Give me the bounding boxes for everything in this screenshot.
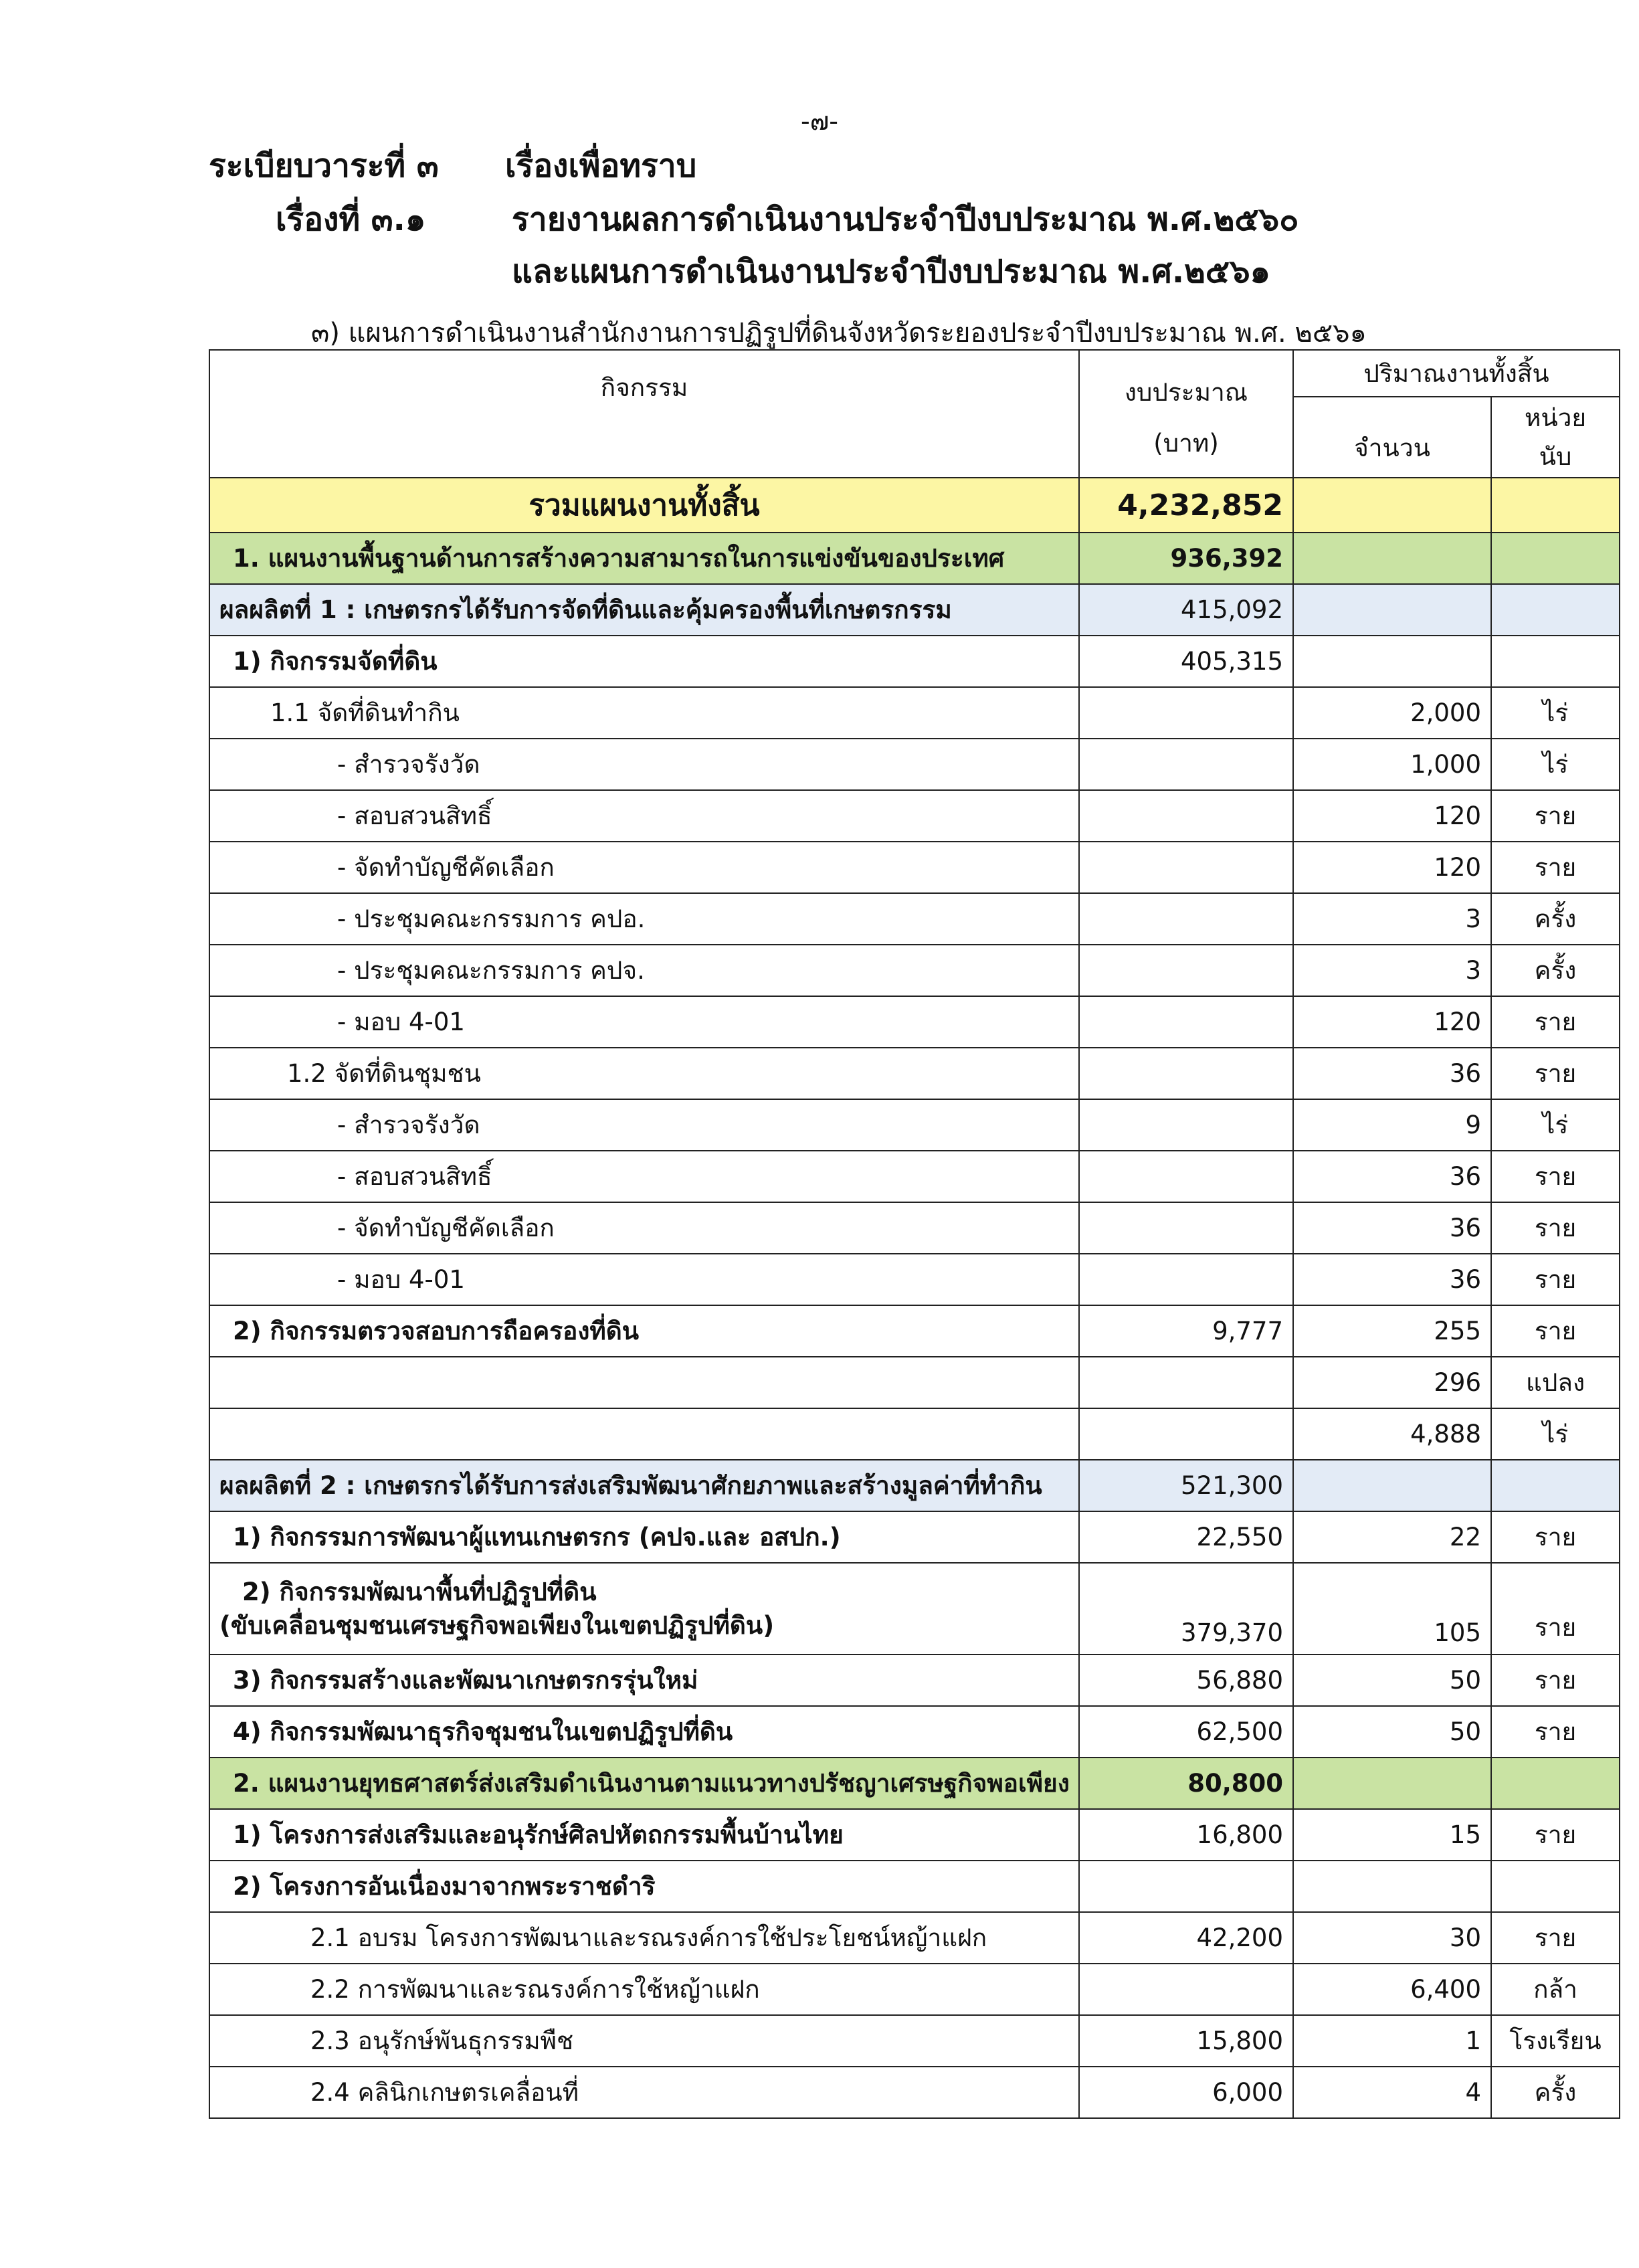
activity-cell [209,1460,1079,1511]
table-row [209,584,1620,636]
activity-text: 2.3 อนุรักษ์พันธุกรรมพืช [310,2026,574,2055]
table-row [209,2067,1620,2118]
budget-cell: 56,880 [1079,1655,1293,1706]
activity-cell [209,893,1079,945]
amount-cell: 4,888 [1293,1408,1491,1460]
activity-cell [209,1151,1079,1202]
table-row [209,1706,1620,1758]
amount-cell: 1,000 [1293,739,1491,790]
activity-text: - จัดทำบัญชีคัดเลือก [337,853,555,882]
unit-cell: ราย [1491,842,1620,893]
budget-cell [1079,945,1293,996]
unit-cell: ราย [1491,1912,1620,1964]
amount-cell: 36 [1293,1254,1491,1305]
unit-cell: ราย [1491,790,1620,842]
table-row [209,1202,1620,1254]
header-budget [1079,350,1293,478]
activity-text: 1.1 จัดที่ดินทำกิน [270,698,460,727]
table-row [209,790,1620,842]
amount-cell [1293,1861,1491,1912]
amount-cell: 22 [1293,1511,1491,1563]
unit-cell: ราย [1491,1202,1620,1254]
unit-cell [1491,636,1620,687]
budget-cell [1079,842,1293,893]
unit-cell [1491,478,1620,533]
budget-cell [1079,739,1293,790]
unit-cell: ราย [1491,1655,1620,1706]
unit-cell: ราย [1491,1048,1620,1099]
unit-cell: ราย [1491,1151,1620,1202]
amount-cell [1293,478,1491,533]
header-amount: จำนวน [1293,397,1491,478]
budget-cell: 9,777 [1079,1305,1293,1357]
table-row [209,1254,1620,1305]
amount-cell: 4 [1293,2067,1491,2118]
unit-cell: ครั้ง [1491,945,1620,996]
table-row [209,1460,1620,1511]
activity-text: 2.4 คลินิกเกษตรเคลื่อนที่ [310,2078,579,2107]
activity-cell [209,2015,1079,2067]
activity-cell [209,687,1079,739]
activity-cell [209,1706,1079,1758]
amount-cell: 120 [1293,790,1491,842]
activity-text: - สำรวจรังวัด [337,1111,480,1139]
unit-cell: ไร่ [1491,1408,1620,1460]
activity-cell [209,739,1079,790]
amount-cell: 36 [1293,1151,1491,1202]
unit-cell: ราย [1491,1305,1620,1357]
budget-cell [1079,1099,1293,1151]
activity-text: - จัดทำบัญชีคัดเลือก [337,1214,555,1242]
activity-cell [209,1099,1079,1151]
activity-line-1: 2) กิจกรรมพัฒนาพื้นที่ปฏิรูปที่ดิน [242,1577,597,1606]
activity-text: - สอบสวนสิทธิ์ [337,801,492,830]
activity-cell [209,1305,1079,1357]
activity-text: 1.2 จัดที่ดินชุมชน [287,1059,481,1088]
amount-cell: 255 [1293,1305,1491,1357]
amount-cell: 3 [1293,945,1491,996]
activity-cell [209,2067,1079,2118]
unit-cell: ไร่ [1491,739,1620,790]
activity-line-2: (ขับเคลื่อนชุมชนเศรษฐกิจพอเพียงในเขตปฏิรูปที่ดิน) [219,1610,775,1640]
activity-text: 1) โครงการส่งเสริมและอนุรักษ์ศิลปหัตถกรรมพื้นบ้านไทย [233,1820,844,1849]
amount-cell: 50 [1293,1706,1491,1758]
agenda-title: เรื่องเพื่อทราบ [505,147,697,185]
header-budget-unit: (บาท) [1153,429,1219,458]
budget-cell [1079,1202,1293,1254]
amount-cell: 6,400 [1293,1964,1491,2015]
table-row [209,1758,1620,1809]
amount-cell: 1 [1293,2015,1491,2067]
activity-cell [209,584,1079,636]
unit-cell [1491,1758,1620,1809]
activity-text: 1) กิจกรรมการพัฒนาผู้แทนเกษตรกร (คปจ.และ อสปก.) [233,1523,841,1551]
table-row [209,1511,1620,1563]
table-row [209,1809,1620,1861]
budget-cell [1079,1408,1293,1460]
unit-cell: ราย [1491,996,1620,1048]
budget-cell: 80,800 [1079,1758,1293,1809]
header-unit-line-2: นับ [1539,442,1572,471]
activity-text: รวมแผนงานทั้งสิ้น [528,488,760,523]
activity-cell [209,790,1079,842]
activity-cell [209,1912,1079,1964]
activity-text: - มอบ 4-01 [337,1008,465,1036]
unit-cell: ราย [1491,1254,1620,1305]
amount-cell [1293,1460,1491,1511]
activity-cell [209,1964,1079,2015]
table-caption: ๓) แผนการดำเนินงานสำนักงานการปฏิรูปที่ดินจังหวัดระยองประจำปีงบประมาณ พ.ศ. ๒๕๖๑ [311,318,1367,349]
budget-cell [1079,790,1293,842]
budget-cell: 22,550 [1079,1511,1293,1563]
amount-cell: 296 [1293,1357,1491,1408]
table-row [209,636,1620,687]
activity-text: ผลผลิตที่ 1 : เกษตรกรได้รับการจัดที่ดินและคุ้มครองพื้นที่เกษตรกรรม [219,595,952,624]
table-row [209,893,1620,945]
table-row [209,945,1620,996]
amount-cell [1293,533,1491,584]
activity-text: 2.2 การพัฒนาและรณรงค์การใช้หญ้าแฝก [310,1975,760,2004]
item-title-line-1: รายงานผลการดำเนินงานประจำปีงบประมาณ พ.ศ.๒๕๖๐ [512,201,1299,238]
budget-cell [1079,996,1293,1048]
activity-text: 4) กิจกรรมพัฒนาธุรกิจชุมชนในเขตปฏิรูปที่ดิน [233,1717,733,1746]
table-row [209,842,1620,893]
activity-text: - สำรวจรังวัด [337,750,480,779]
activity-cell [209,1408,1079,1460]
activity-cell [209,842,1079,893]
amount-cell [1293,1758,1491,1809]
activity-text: 2) โครงการอันเนื่องมาจากพระราชดำริ [233,1872,656,1901]
activity-text: 3) กิจกรรมสร้างและพัฒนาเกษตรกรรุ่นใหม่ [233,1666,698,1695]
table-row [209,1048,1620,1099]
table-row [209,1408,1620,1460]
activity-text: 1. แผนงานพื้นฐานด้านการสร้างความสามารถในการแข่งขันของประเทศ [233,544,1005,573]
amount-cell: 120 [1293,996,1491,1048]
amount-cell [1293,636,1491,687]
activity-cell [209,1563,1079,1655]
activity-cell [209,636,1079,687]
amount-cell: 105 [1293,1563,1491,1655]
unit-cell: ไร่ [1491,1099,1620,1151]
header-unit [1491,397,1620,478]
header-unit-line-1: หน่วย [1524,403,1587,432]
table-row [209,2015,1620,2067]
amount-cell: 15 [1293,1809,1491,1861]
amount-cell: 9 [1293,1099,1491,1151]
unit-cell: ราย [1491,1706,1620,1758]
table-row [209,1305,1620,1357]
unit-cell: ราย [1491,1511,1620,1563]
amount-cell [1293,584,1491,636]
budget-cell: 936,392 [1079,533,1293,584]
table-row [209,1964,1620,2015]
activity-plan-table [209,349,1620,2119]
budget-cell: 4,232,852 [1079,478,1293,533]
budget-cell: 16,800 [1079,1809,1293,1861]
budget-cell: 415,092 [1079,584,1293,636]
activity-cell [209,996,1079,1048]
activity-text: 2) กิจกรรมตรวจสอบการถือครองที่ดิน [233,1317,640,1345]
header-workload: ปริมาณงานทั้งสิ้น [1293,350,1620,397]
unit-cell: โรงเรียน [1491,2015,1620,2067]
budget-cell [1079,1254,1293,1305]
budget-cell: 42,200 [1079,1912,1293,1964]
activity-cell [209,1254,1079,1305]
activity-cell [209,1202,1079,1254]
amount-cell: 120 [1293,842,1491,893]
activity-cell [209,533,1079,584]
activity-text: 2. แผนงานยุทธศาสตร์ส่งเสริมดำเนินงานตามแนวทางปรัชญาเศรษฐกิจพอเพียง [233,1769,1070,1798]
unit-cell: ครั้ง [1491,893,1620,945]
budget-cell: 15,800 [1079,2015,1293,2067]
activity-cell [209,945,1079,996]
table-row [209,1357,1620,1408]
budget-cell: 405,315 [1079,636,1293,687]
item-label: เรื่องที่ ๓.๑ [276,201,426,238]
activity-text: - มอบ 4-01 [337,1265,465,1294]
activity-text: - สอบสวนสิทธิ์ [337,1162,492,1191]
activity-cell [209,1809,1079,1861]
page-number: -๗- [801,106,838,136]
unit-cell: ครั้ง [1491,2067,1620,2118]
budget-cell [1079,1151,1293,1202]
amount-cell: 36 [1293,1202,1491,1254]
table-row [209,1861,1620,1912]
activity-cell [209,1758,1079,1809]
table-row [209,1912,1620,1964]
agenda-label: ระเบียบวาระที่ ๓ [209,147,439,185]
amount-cell: 30 [1293,1912,1491,1964]
budget-cell: 6,000 [1079,2067,1293,2118]
budget-cell [1079,1357,1293,1408]
budget-cell: 521,300 [1079,1460,1293,1511]
table-row [209,1655,1620,1706]
budget-cell [1079,1048,1293,1099]
activity-cell [209,1655,1079,1706]
amount-cell: 36 [1293,1048,1491,1099]
unit-cell: ไร่ [1491,687,1620,739]
unit-cell [1491,584,1620,636]
table-row [209,996,1620,1048]
activity-text: ผลผลิตที่ 2 : เกษตรกรได้รับการส่งเสริมพัฒนาศักยภาพและสร้างมูลค่าที่ทำกิน [219,1471,1042,1500]
budget-cell [1079,1861,1293,1912]
unit-cell [1491,533,1620,584]
budget-cell [1079,893,1293,945]
unit-cell [1491,1460,1620,1511]
unit-cell: ราย [1491,1809,1620,1861]
activity-cell [209,1861,1079,1912]
activity-text: 2.1 อบรม โครงการพัฒนาและรณรงค์การใช้ประโยชน์หญ้าแฝก [310,1923,987,1952]
table-row [209,1151,1620,1202]
table-row [209,478,1620,533]
header-activity: กิจกรรม [209,350,1079,478]
budget-cell [1079,1964,1293,2015]
unit-cell: กล้า [1491,1964,1620,2015]
item-title-line-2: และแผนการดำเนินงานประจำปีงบประมาณ พ.ศ.๒๕๖๑ [512,253,1270,290]
amount-cell: 2,000 [1293,687,1491,739]
activity-cell [209,1357,1079,1408]
budget-cell: 62,500 [1079,1706,1293,1758]
amount-cell: 3 [1293,893,1491,945]
activity-text: - ประชุมคณะกรรมการ คปอ. [337,905,646,933]
table-row [209,687,1620,739]
table-row [209,1563,1620,1655]
activity-cell [209,1511,1079,1563]
header-budget-label: งบประมาณ [1124,378,1248,407]
unit-cell: แปลง [1491,1357,1620,1408]
table-row [209,1099,1620,1151]
activity-cell [209,1048,1079,1099]
activity-text: 1) กิจกรรมจัดที่ดิน [233,647,438,676]
unit-cell [1491,1861,1620,1912]
activity-cell [209,478,1079,533]
table-row [209,739,1620,790]
table-row [209,533,1620,584]
amount-cell: 50 [1293,1655,1491,1706]
activity-text: - ประชุมคณะกรรมการ คปจ. [337,956,645,985]
budget-cell: 379,370 [1079,1563,1293,1655]
budget-cell [1079,687,1293,739]
unit-cell: ราย [1491,1563,1620,1655]
